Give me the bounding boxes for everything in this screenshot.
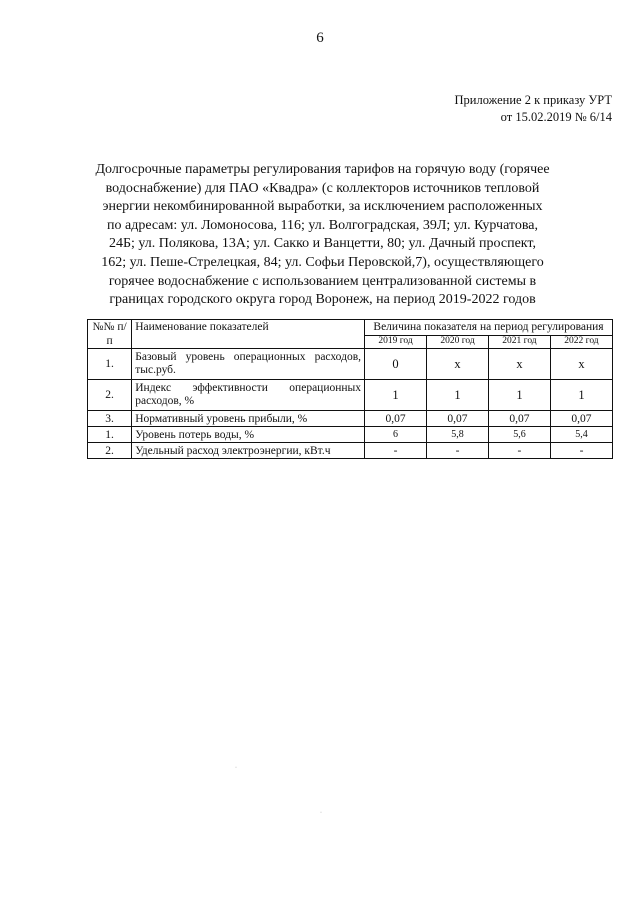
row-indicator-name: Нормативный уровень прибыли, % [132,411,365,427]
page-number: 6 [316,30,324,46]
table-row [88,427,613,443]
row-value: 1 [550,380,612,411]
document-title: Долгосрочные параметры регулирования тарифов на горячую воду (горячее водоснабжение) для ПАО «Квадра» (с коллекторов источников тепловой энергии некомбинированной выработки, за исключением расположенных по адресам: ул. Ломоносова, 116; ул. Волгоградская, 39Л; ул. Курчатова, 24Б; ул. Полякова, 13А; ул. Сакко и Ванцетти, 80; ул. Дачный проспект, 162; ул. Пеше-Стрелецкая, 84; ул. Софьи Перовской,7), осуществляющего горячее водоснабжение с использованием централизованной системы в границах городского округа город Воронеж, на период 2019-2022 годов [95,162,550,308]
row-number: 1. [88,427,132,443]
table-row [88,380,613,411]
row-value: 0,07 [488,411,550,427]
row-indicator-name: Индекс эффективности операционных расходов, % [132,380,365,411]
row-value: 5,6 [488,427,550,443]
row-indicator-name: Удельный расход электроэнергии, кВт.ч [132,443,365,459]
row-value: 0,07 [550,411,612,427]
header-indicator-name: Наименование показателей [132,320,365,349]
header-year: 2019 год [365,335,427,348]
row-value: 1 [427,380,489,411]
row-value: x [488,349,550,380]
row-number: 2. [88,380,132,411]
row-number: 2. [88,443,132,459]
row-value: x [550,349,612,380]
table-row [88,349,613,380]
scan-speck: · [320,810,322,816]
row-indicator-name: Базовый уровень операционных расходов, тыс.руб. [132,349,365,380]
header-year: 2022 год [550,335,612,348]
table-row [88,443,613,459]
row-value: 1 [488,380,550,411]
row-value: 1 [365,380,427,411]
row-value: - [427,443,489,459]
row-value: 0,07 [365,411,427,427]
table-row [88,411,613,427]
appendix-reference [455,92,613,126]
scan-speck: · [235,765,237,771]
appendix-line-1: Приложение 2 к приказу УРТ [454,93,612,107]
row-value: - [488,443,550,459]
row-value: 5,4 [550,427,612,443]
row-value: x [427,349,489,380]
parameters-table [87,319,613,459]
row-value: - [365,443,427,459]
header-year: 2020 год [427,335,489,348]
header-period-group: Величина показателя на период регулирования [365,320,613,336]
row-number: 3. [88,411,132,427]
row-value: 5,8 [427,427,489,443]
row-value: 6 [365,427,427,443]
header-year: 2021 год [488,335,550,348]
appendix-line-2: от 15.02.2019 № 6/14 [500,110,612,124]
row-value: - [550,443,612,459]
row-value: 0,07 [427,411,489,427]
row-number: 1. [88,349,132,380]
row-indicator-name: Уровень потерь воды, % [132,427,365,443]
header-number: №№ п/п [88,320,132,349]
row-value: 0 [365,349,427,380]
